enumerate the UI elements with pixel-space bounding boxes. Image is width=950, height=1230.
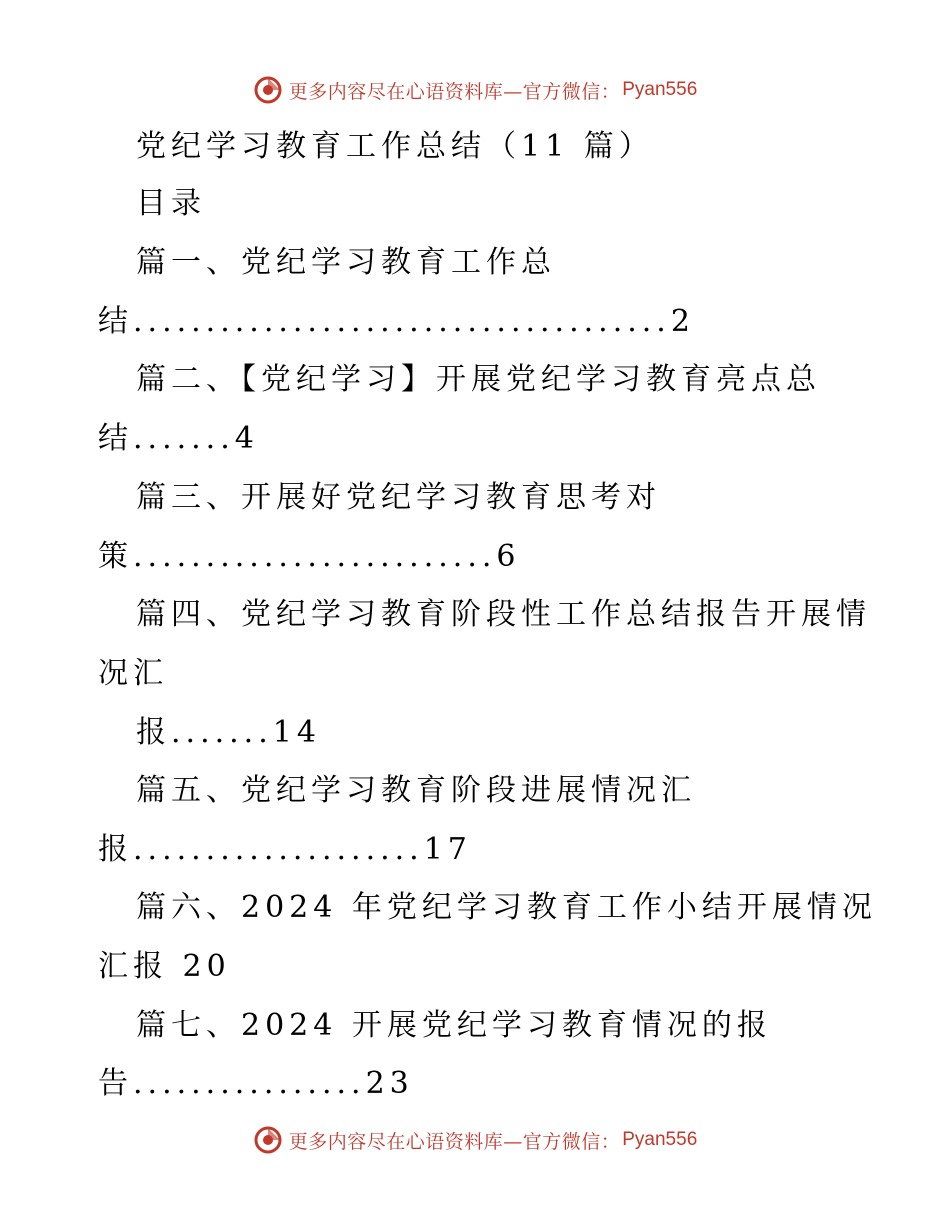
- footer-banner: [0, 1120, 950, 1160]
- toc-entry-3-title: 篇三、开展好党纪学习教育思考对: [136, 480, 661, 515]
- toc-entry-5-title: 篇五、党纪学习教育阶段进展情况汇: [136, 773, 696, 808]
- toc-entry-2-title: 篇二、【党纪学习】开展党纪学习教育亮点总: [136, 362, 821, 397]
- toc-entry-1-title: 篇一、党纪学习教育工作总: [136, 245, 556, 280]
- toc-entry-7-page: 告................23: [98, 1066, 414, 1101]
- toc-entry-4-page: 报.......14: [136, 715, 321, 750]
- brand-logo-icon: [253, 1125, 283, 1155]
- toc-entry-6-page: 汇报 20: [98, 949, 231, 984]
- toc-heading: 目录: [136, 186, 206, 221]
- toc-entry-3-page: 策.........................6: [98, 539, 521, 574]
- toc-entry-2-page: 结.......4: [98, 421, 259, 456]
- toc-entry-4-title: 篇四、党纪学习教育阶段性工作总结报告开展情: [136, 597, 871, 632]
- banner-wechat-id: Pyan556: [622, 79, 698, 100]
- document-title: 党纪学习教育工作总结（11 篇）: [136, 129, 654, 164]
- banner-text: 更多内容尽在心语资料库—官方微信：: [288, 1130, 621, 1153]
- toc-entry-5-page: 报....................17: [98, 832, 472, 867]
- toc-entry-1-page: 结.....................................2: [98, 304, 695, 339]
- toc-entry-6-title: 篇六、2024 年党纪学习教育工作小结开展情况: [136, 890, 877, 925]
- toc-entry-4-title-cont: 况汇: [98, 656, 168, 691]
- banner-text: 更多内容尽在心语资料库—官方微信：: [288, 80, 621, 103]
- banner-wechat-id: Pyan556: [622, 1129, 698, 1150]
- brand-logo-icon: [253, 75, 283, 105]
- header-banner: [0, 70, 950, 110]
- toc-entry-7-title: 篇七、2024 开展党纪学习教育情况的报: [136, 1008, 772, 1043]
